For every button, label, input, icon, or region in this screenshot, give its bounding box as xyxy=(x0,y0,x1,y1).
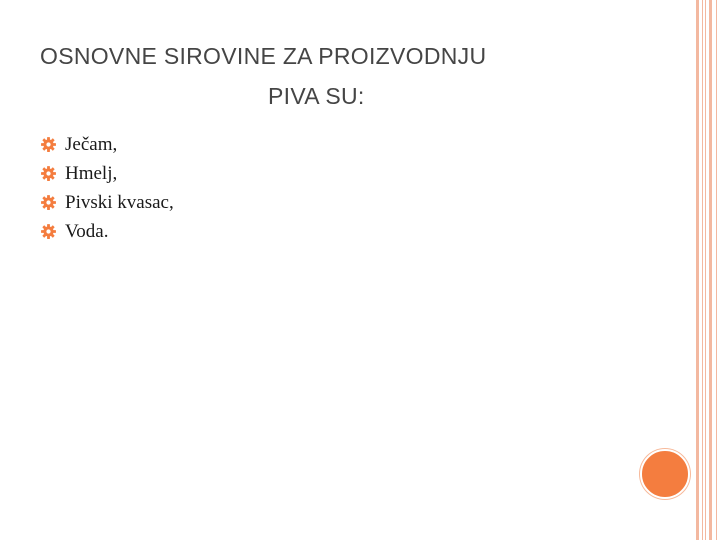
title-line-2: PIVA SU: xyxy=(268,83,365,109)
decorative-line xyxy=(705,0,706,540)
decorative-line xyxy=(716,0,717,540)
decorative-line xyxy=(702,0,703,540)
gear-icon xyxy=(40,223,57,240)
decorative-circle xyxy=(640,449,690,499)
bullet-text: Ječam, xyxy=(65,134,118,155)
bullet-text: Hmelj, xyxy=(65,163,118,184)
gear-icon xyxy=(40,136,57,153)
decorative-stripe xyxy=(709,0,712,540)
bullet-text: Voda. xyxy=(65,221,109,242)
decorative-stripe xyxy=(696,0,699,540)
bullet-text: Pivski kvasac, xyxy=(65,192,174,213)
gear-icon xyxy=(40,194,57,211)
title-line-1: OSNOVNE SIROVINE ZA PROIZVODNJU xyxy=(40,43,487,69)
slide-title xyxy=(40,36,640,116)
gear-icon xyxy=(40,165,57,182)
